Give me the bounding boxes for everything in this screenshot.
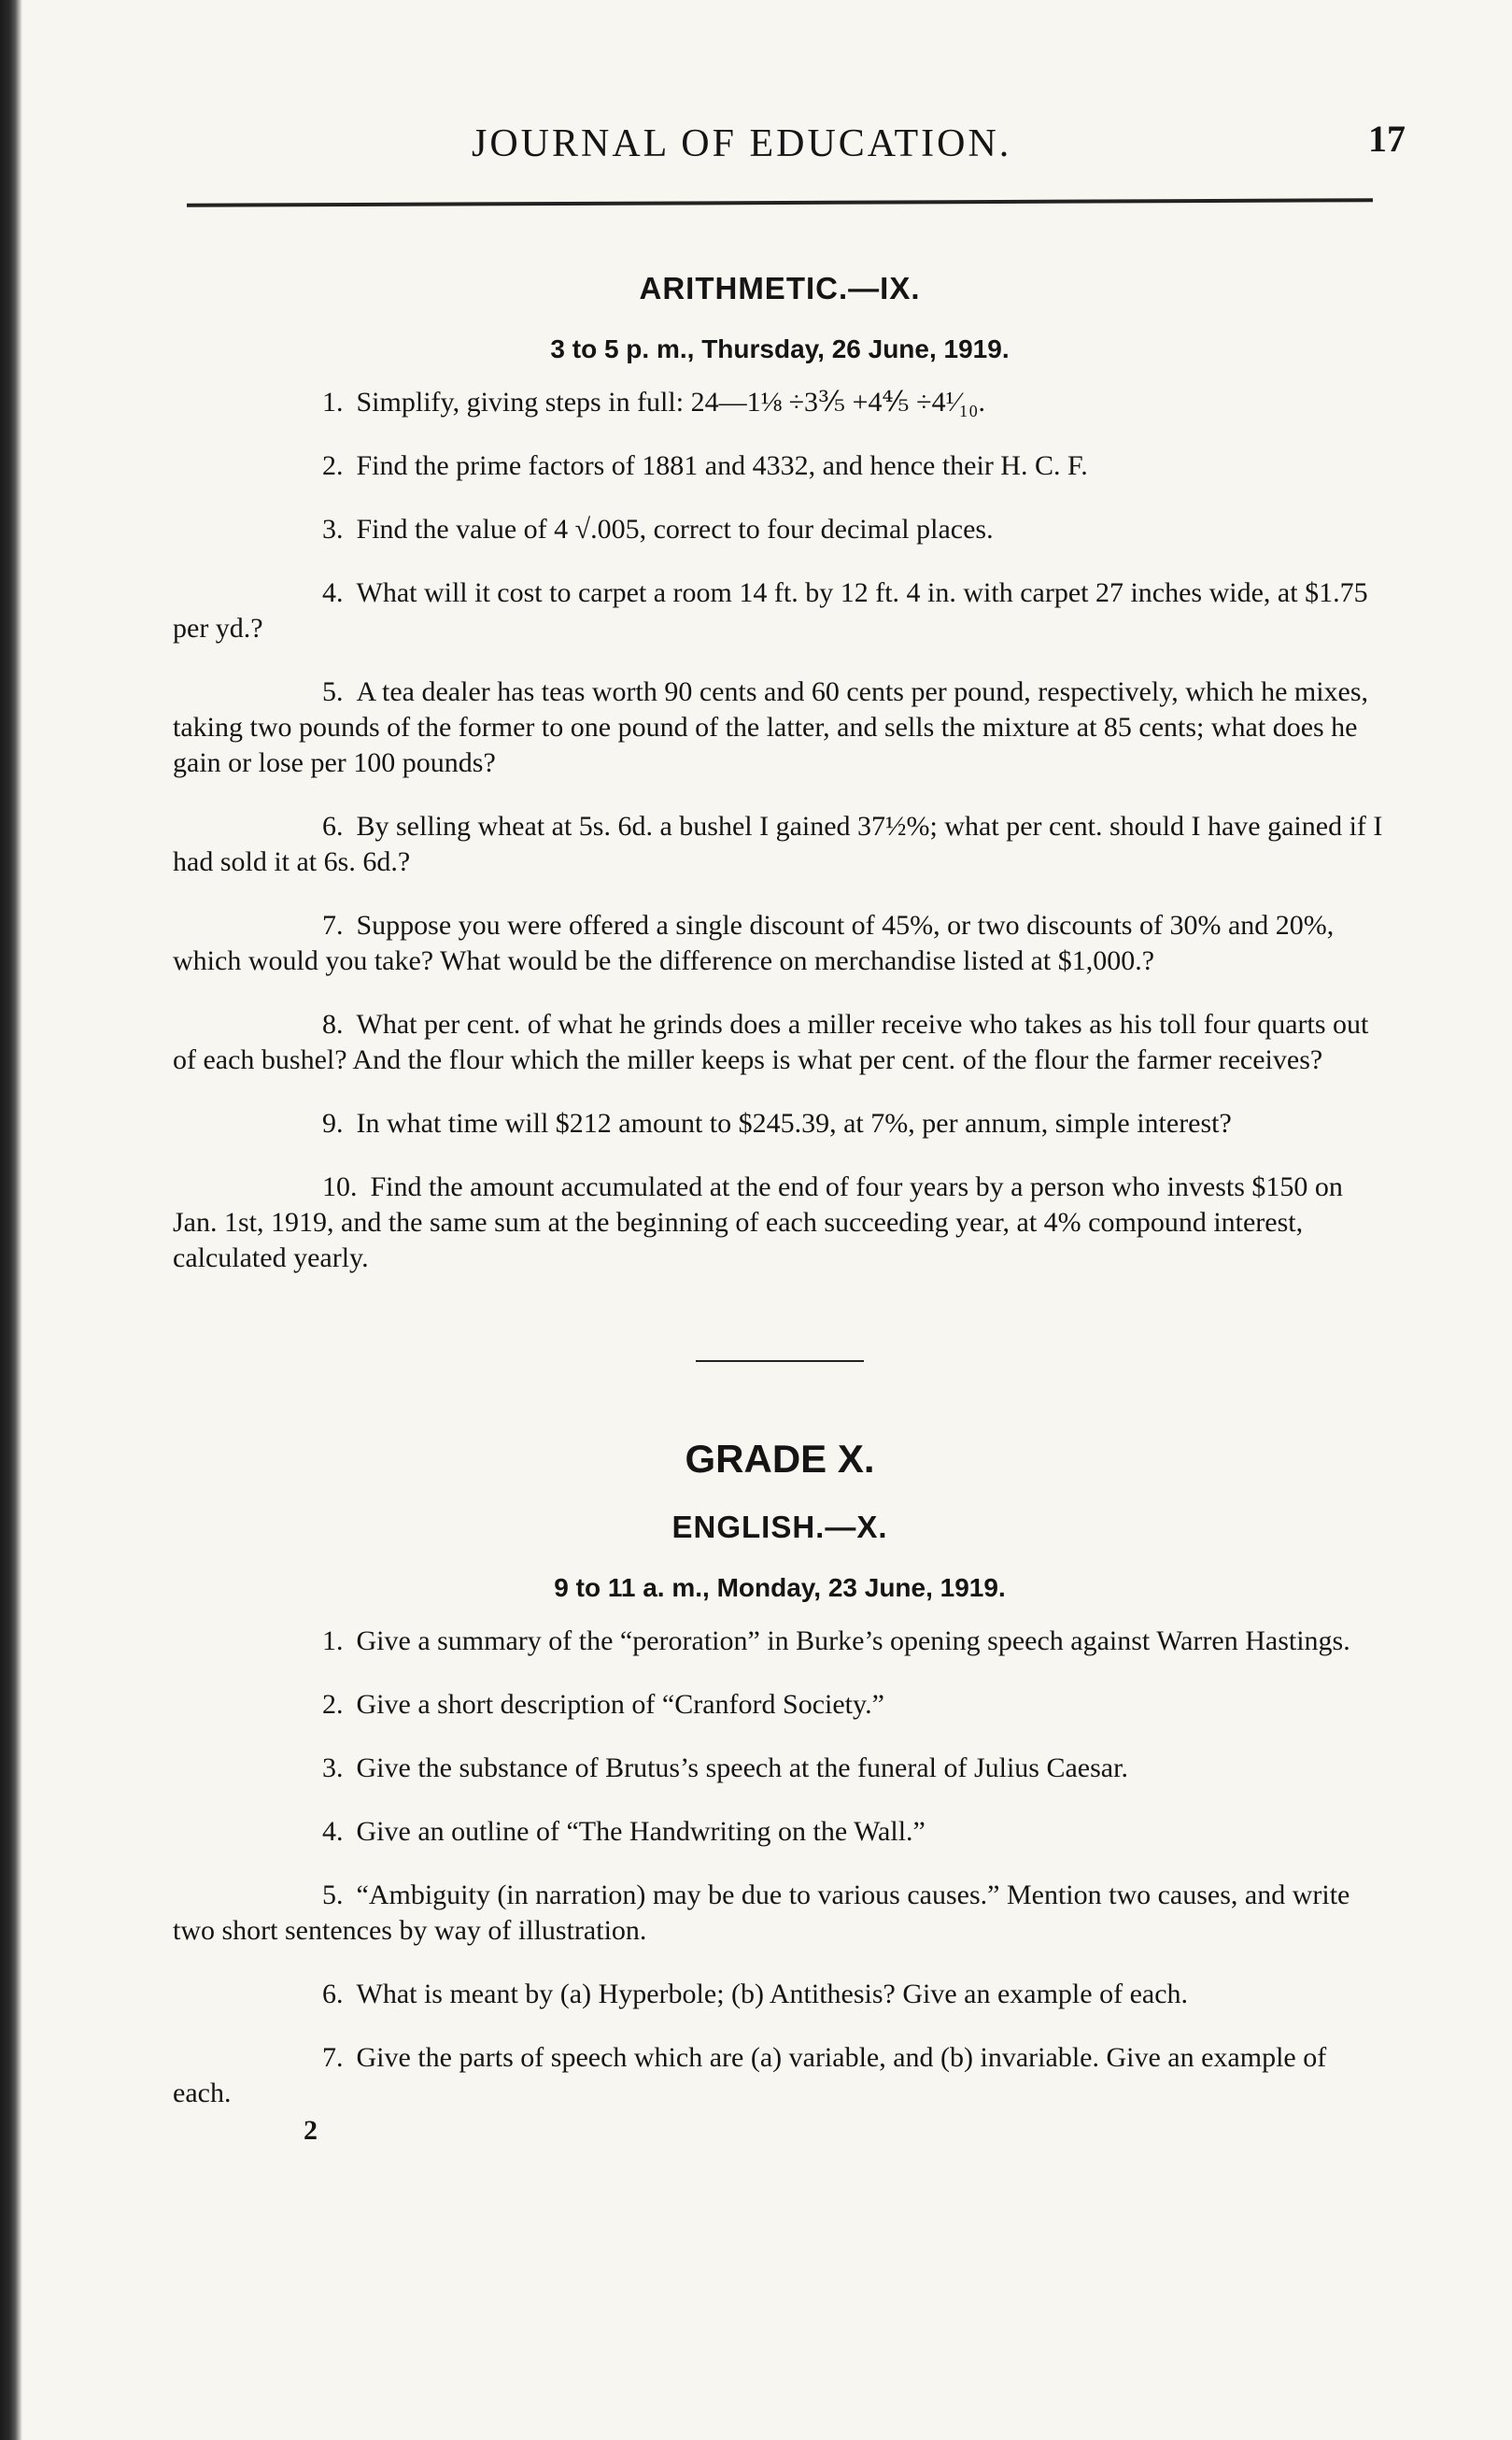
question-number: 5. [322,1880,344,1910]
question-item [173,809,1387,880]
signature-mark: 2 [304,2115,318,2146]
question-text: What is meant by (a) Hyperbole; (b) Antithesis? Give an example of each. [356,1979,1189,2009]
question-text: In what time will $212 amount to $245.39, at 7%, per annum, simple interest? [356,1108,1232,1139]
question-number: 10. [322,1171,358,1202]
question-number: 1. [322,1625,344,1656]
question-item [173,1977,1387,2012]
question-text: Suppose you were offered a single discount of 45%, or two discounts of 30% and 20%, which would you take? What would be the difference on merchandise listed at $1,000.? [173,910,1335,976]
question-text: What will it cost to carpet a room 14 ft. by 12 ft. 4 in. with carpet 27 inches wide, at $1.75 per yd.? [173,577,1368,644]
running-head: JOURNAL OF EDUCATION. [472,122,1012,165]
question-item [173,385,1387,420]
question-text: Find the prime factors of 1881 and 4332, and hence their H. C. F. [356,450,1088,481]
exam-session: 9 to 11 a. m., Monday, 23 June, 1919. [554,1573,1006,1602]
question-text: What per cent. of what he grinds does a miller receive who takes as his toll four quarts out of each bushel? And the flour which the miller keeps is what per cent. of the flour the farmer receives? [173,1009,1369,1075]
english-section [173,1510,1387,2111]
question-item [173,2040,1387,2111]
page-header [173,103,1406,206]
question-number: 6. [322,1979,344,2009]
question-number: 2. [322,1689,344,1720]
question-text: Give a summary of the “peroration” in Burke’s opening speech against Warren Hastings. [356,1625,1350,1656]
question-number: 3. [322,1752,344,1783]
question-number: 7. [322,910,344,941]
question-number: 6. [322,811,344,842]
question-number: 4. [322,1816,344,1847]
journal-page [173,103,1406,2147]
question-number: 2. [322,450,344,481]
question-number: 4. [322,577,344,608]
question-text: Give a short description of “Cranford Society.” [356,1689,884,1720]
arithmetic-section [173,271,1387,1276]
question-item [173,1106,1387,1142]
question-item [173,674,1387,781]
question-text: Give the substance of Brutus’s speech at the funeral of Julius Caesar. [356,1752,1128,1783]
exam-session: 3 to 5 p. m., Thursday, 26 June, 1919. [550,334,1010,363]
question-number: 9. [322,1108,344,1139]
question-text: “Ambiguity (in narration) may be due to various causes.” Mention two causes, and write two short sentences by way of illustration. [173,1880,1350,1946]
section-title: ARITHMETIC.—IX. [639,271,921,305]
question-number: 1. [322,387,344,418]
question-item [173,512,1387,547]
question-item [173,1878,1387,1949]
question-text: Simplify, giving steps in full: 24—1⅛ ÷3⅗ +4⅘ ÷4¹⁄₁₀. [356,387,985,418]
question-number: 7. [322,2042,344,2073]
question-item [173,575,1387,646]
question-item [173,908,1387,979]
question-text: Find the amount accumulated at the end of four years by a person who invests $150 on Jan. 1st, 1919, and the same sum at the beginning of each succeeding year, at 4% compound interest, calculated yearly. [173,1171,1343,1273]
book-spine-shadow [0,0,22,2440]
question-item [173,1814,1387,1850]
page-number: 17 [1368,118,1406,160]
question-text: A tea dealer has teas worth 90 cents and 60 cents per pound, respectively, which he mixes, taking two pounds of the former to one pound of the latter, and sells the mixture at 85 cents; what does he gain or lose per 100 pounds? [173,676,1369,778]
section-title: ENGLISH.—X. [671,1510,888,1544]
header-rule [187,198,1373,207]
question-number: 5. [322,676,344,707]
question-item [173,1170,1387,1276]
question-item [173,1687,1387,1723]
question-item [173,448,1387,484]
section-divider [696,1360,864,1362]
question-number: 3. [322,514,344,545]
grade-heading: GRADE X. [685,1437,875,1481]
question-text: Find the value of 4 √.005, correct to four decimal places. [356,514,994,545]
question-item [173,1624,1387,1659]
question-text: Give an outline of “The Handwriting on the Wall.” [356,1816,926,1847]
question-number: 8. [322,1009,344,1040]
question-item [173,1007,1387,1078]
question-text: Give the parts of speech which are (a) variable, and (b) invariable. Give an example of each. [173,2042,1327,2108]
question-text: By selling wheat at 5s. 6d. a bushel I gained 37½%; what per cent. should I have gained if I had sold it at 6s. 6d.? [173,811,1383,877]
question-item [173,1751,1387,1786]
